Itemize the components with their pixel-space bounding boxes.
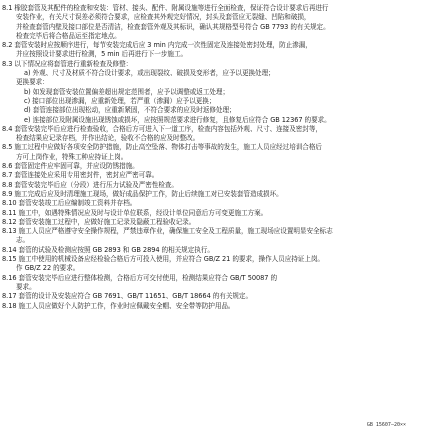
text-line: 8.2 套管安装时应按顺序进行，每节安装完成后应 3 min 内完成一次性固定及连接处密封处理，防止渗漏， [2, 41, 312, 50]
text-line: 更换要求： [16, 78, 49, 87]
text-line: 志。 [16, 236, 30, 245]
text-line: 8.6 套管固定件应牢固可靠，并应设防锈措施。 [2, 162, 139, 171]
page-footer-standard-number: GB 15607—20×× [366, 422, 406, 428]
text-line: 方可上岗作业，特殊工种应持证上岗。 [16, 152, 128, 161]
text-line: 8.10 套管安装竣工后应编制竣工资料并存档。 [2, 199, 137, 208]
text-line: 8.4 套管安装完毕后应进行检查验收，合格后方可进入下一道工序，检查内容包括外观、尺寸、连接及密封等， [2, 124, 322, 133]
text-line: 8.7 套管连接处应采用专用密封件，密封应严密可靠。 [2, 171, 159, 180]
text-line: 8.3 以下情况应将套管进行重新检查及修整： [2, 59, 133, 68]
text-line: 8.16 套管安装完毕后应进行整体检测，合格后方可交付使用，检测结果应符合 GB/T 50087 的 [2, 273, 278, 282]
text-line: 检查结果应记录存档，并作出结论，验收不合格的应及时整改。 [16, 134, 200, 143]
text-line: 并检查套管内壁及接口部位是否清洁，检查套管外观及其标识，确认其规格型号符合 GB 7793 的有关规定。 [16, 22, 330, 31]
text-line: 8.17 套管的设计及安装应符合 GB 7691、GB/T 11651、GB/T 18664 的有关规定。 [2, 292, 253, 301]
text-line: 8.1 橡胶套管及其配件的检查和安装：管材、接头、配件、附属设施等进行全面检查，保证符合设计要求后再进行 [2, 4, 329, 12]
text-line: 8.11 施工中，如遇特殊情况应及时与设计单位联系，经设计单位同意后方可变更施工方案。 [2, 208, 268, 217]
text-line: 8.15 施工中使用的机械设备应经检验合格后方可投入使用，并应符合 GB/Z 21 的要求，操作人员应持证上岗。 [2, 255, 324, 264]
text-line: 8.9 施工完成后应及时清理施工现场，做好成品保护工作，防止后续施工对已安装套管造成损坏。 [2, 189, 283, 198]
text-line: d) 套管连接部位出现松动，应重新紧固，不符合要求的应及时返修处理； [24, 106, 236, 115]
text-line: 作 GB/Z 22 的要求。 [16, 264, 80, 273]
text-line: 并应按照设计要求进行检测，5 min 后再进行下一步施工。 [16, 50, 188, 59]
text-line: c) 接口部位出现渗漏，应重新处理，若严重（渗漏）应予以更换； [24, 96, 216, 105]
text-line: 要求。 [16, 282, 36, 291]
text-line: 8.12 套管安装施工过程中，应做好施工记录及隐蔽工程验收记录。 [2, 217, 196, 226]
document-body [2, 4, 422, 311]
text-line: 安装作业，有关尺寸误差必须符合要求，应检查其外观完好情况，封头及套管应无裂缝、凹陷和破损， [16, 13, 311, 22]
text-line: 检查完毕后将合格品运至指定地点。 [16, 31, 121, 40]
text-line: 8.18 施工人员应做好个人防护工作，作业时应佩戴安全帽、安全带等防护用品。 [2, 301, 235, 310]
text-line: 8.14 套管的试验及检测应按照 GB 2893 和 GB 2894 的相关规定执行。 [2, 245, 214, 254]
text-line: 8.13 施工人员应严格遵守安全操作规程，严禁违章作业，确保施工安全及工程质量，施工现场应设置明显安全标志 [2, 227, 333, 236]
text-line: a) 外观、尺寸及材质不符合设计要求，或出现裂纹、破损及变形者，应予以更换处理； [24, 69, 275, 78]
text-line: 8.5 施工过程中应做好各项安全防护措施，防止高空坠落、物体打击等事故的发生，施工人员应经过培训合格后 [2, 143, 322, 152]
text-line: e) 连接部位及附属设施出现锈蚀或损坏，应按照规范要求进行修复，且修复后应符合 GB 12367 的要求。 [24, 115, 331, 124]
text-line: b) 如发现套管安装位置偏差超出规定范围者，应予以调整或返工处理； [24, 87, 230, 96]
text-line: 8.8 套管安装完毕后应（分段）进行压力试验及严密性检查。 [2, 180, 178, 189]
